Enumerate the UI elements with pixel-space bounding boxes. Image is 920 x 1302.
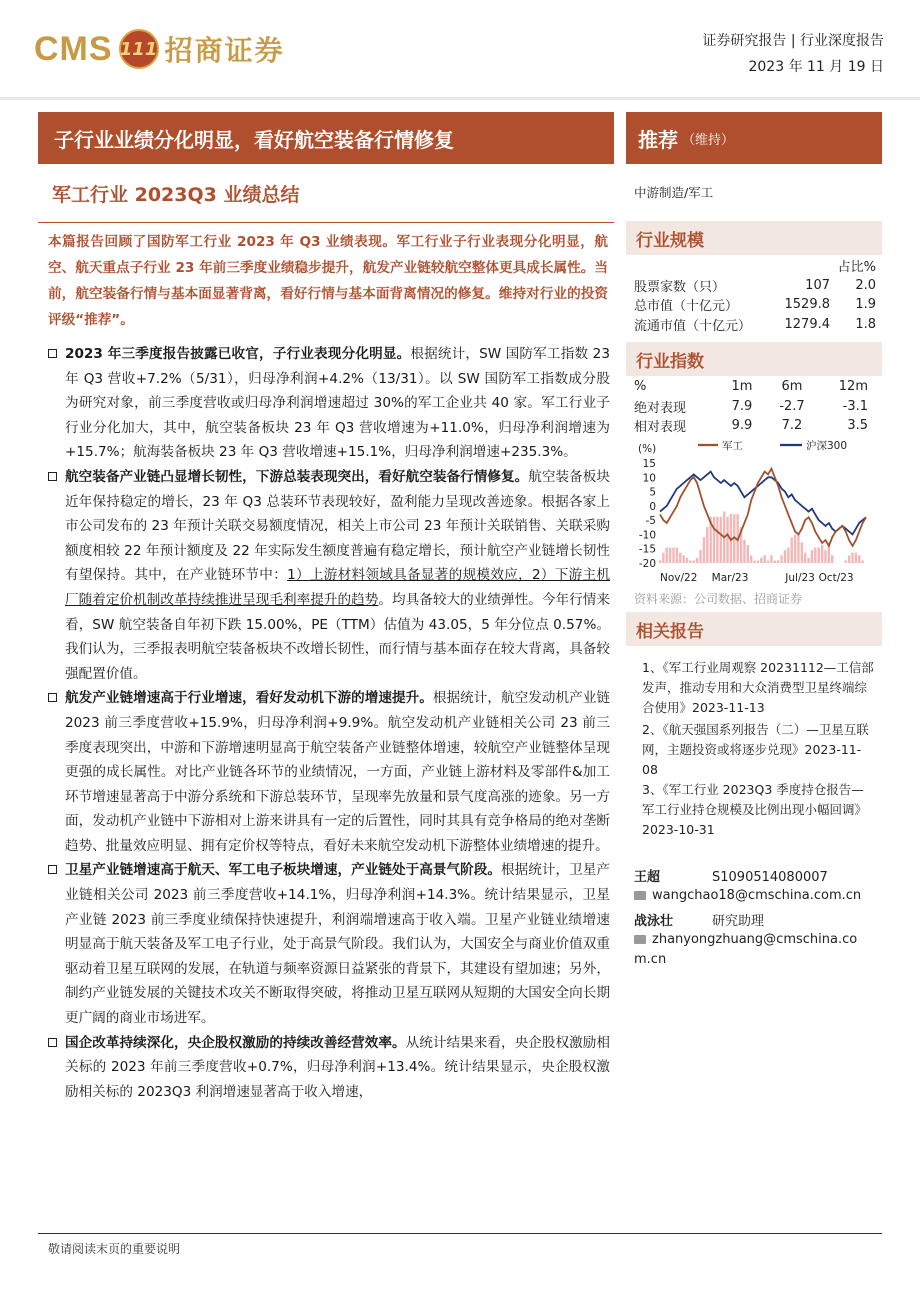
index-value: 7.2 (781, 418, 803, 434)
x-tick-label: Mar/23 (711, 572, 749, 584)
analyst-id: S1090514080007 (712, 870, 828, 885)
diff-bar (720, 517, 722, 563)
y-tick-label: -20 (638, 558, 656, 570)
footer-divider (38, 1233, 882, 1234)
analyst-email-row (634, 930, 857, 970)
diff-bar (787, 548, 789, 563)
index-header: 1m (731, 379, 753, 395)
scale-value: 1279.4 (784, 317, 830, 333)
mail-icon (634, 935, 646, 944)
diff-bar (699, 550, 701, 563)
index-value: -2.7 (779, 398, 805, 414)
index-label: 绝对表现 (634, 400, 687, 416)
mail-icon (634, 891, 646, 900)
diff-bar (757, 560, 759, 563)
chart-source: 资料来源：公司数据、招商证券 (634, 592, 803, 606)
legend-label: 军工 (722, 440, 743, 452)
diff-bar (794, 535, 796, 563)
related-title[interactable]: 《军工行业 2023Q3 季度持仓报告—军工行业持仓规模及比例出现小幅回调》 (642, 782, 868, 817)
point-text: 从统计结果来看，央企股权激励相关标的 2023 年前三季度营收+0.7%，归母净利润+13.4%。统计结果显示，央企股权激励相关标的 2023Q3 利润增速显著高于收入增速， (65, 1034, 611, 1100)
diff-bar (814, 548, 816, 563)
index-table (634, 377, 876, 436)
report-subtitle: 军工行业 2023Q3 业绩总结 (52, 184, 300, 206)
table-row (634, 315, 876, 335)
diff-bar (716, 517, 718, 563)
key-points (48, 342, 610, 1104)
index-header: 12m (838, 379, 868, 395)
diff-bar (706, 527, 708, 563)
analyst-row (634, 866, 828, 885)
legend-label: 沪深300 (806, 440, 848, 452)
header-divider (0, 97, 920, 100)
checkbox-bullet-icon (48, 1038, 57, 1047)
x-tick-label: Nov/22 (660, 572, 698, 584)
point-item (48, 342, 610, 465)
related-report-item (642, 780, 876, 840)
scale-label: 总市值（十亿元） (634, 299, 739, 315)
diff-bar (682, 555, 684, 563)
table-row (634, 256, 876, 276)
y-tick-label: 10 (642, 472, 656, 485)
checkbox-bullet-icon (48, 865, 57, 874)
index-value: 9.9 (731, 418, 753, 434)
related-report-item (642, 720, 876, 780)
diff-bar (669, 548, 671, 563)
diff-bar (848, 555, 850, 563)
diff-bar (713, 517, 715, 563)
diff-bar (689, 560, 691, 563)
company-logo (34, 26, 285, 72)
scale-label: 股票家数（只） (634, 279, 726, 295)
diff-bar (845, 560, 847, 563)
y-axis (639, 458, 656, 570)
sector-label: 中游制造/军工 (634, 185, 714, 200)
diff-bar (811, 550, 813, 563)
diff-bar (861, 560, 863, 563)
diff-bar (666, 548, 668, 563)
diff-bar (726, 517, 728, 563)
rating-label: 推荐 (638, 127, 678, 152)
diff-bar (821, 545, 823, 563)
analyst-email[interactable]: zhanyongzhuang@cmschina.co (652, 932, 858, 947)
scale-share: 1.9 (855, 297, 876, 313)
diff-bar (858, 555, 860, 563)
point-lead: 2023 年三季度报告披露已收官，子行业表现分化明显。 (65, 346, 411, 362)
diff-bar (693, 560, 695, 563)
y-tick-label: 15 (642, 458, 656, 470)
diff-bar (855, 553, 857, 563)
diff-bar (804, 553, 806, 563)
rating-banner (626, 112, 882, 164)
logo-emblem-icon: 111 (119, 29, 159, 69)
logo-latin: CMS (34, 29, 113, 68)
index-header: % (634, 379, 647, 395)
scale-value: 107 (805, 277, 830, 293)
y-tick-label: 5 (649, 486, 656, 499)
footer-note: 敬请阅读末页的重要说明 (48, 1242, 181, 1256)
table-row (634, 276, 876, 296)
diff-bar (818, 548, 820, 563)
diff-bar (801, 542, 803, 563)
analyst-email-row (634, 888, 861, 903)
report-date: 2023 年 11 月 19 日 (748, 59, 884, 75)
y-tick-label: -10 (638, 529, 656, 542)
point-item (48, 465, 610, 686)
analyst-row (634, 910, 764, 929)
table-row (634, 377, 876, 397)
rating-note: （维持） (682, 132, 735, 148)
chart-ylabel: (%) (638, 443, 657, 455)
y-tick-label: -5 (645, 515, 656, 528)
diff-bar (831, 555, 833, 563)
diff-bar (784, 550, 786, 563)
diff-bar (807, 558, 809, 563)
share-header: 占比% (837, 260, 876, 276)
line-series (660, 469, 866, 546)
point-item (48, 858, 610, 1030)
diff-bar (797, 535, 799, 563)
diff-bar (747, 545, 749, 563)
point-item (48, 1031, 610, 1105)
index-value: 7.9 (731, 398, 753, 414)
series-line-jungong (660, 469, 866, 546)
diff-bar (743, 540, 745, 563)
point-underlined-text: 1）上游材料领域具备显著的规模效应，2）下游主机厂随着定价机制改革持续推进呈现毛利率提升的趋势 (65, 567, 611, 608)
x-axis (660, 572, 854, 584)
point-text: 根据统计，卫星产业链相关公司 2023 前三季度营收+14.1%，归母净利润+14.3%。统计结果显示，卫星产业链 2023 前三季度业绩保持快速提升，利润端增速高于收入端。卫星产业链业绩增速明显高于航天装备及军工电子行业，处于高景气阶段。我们认为，大国安全与商业价值双重驱动着卫星互联网的发展，在轨道与频率资源日益紧张的背景下，其建设有望加速；另外，制约产业链发展的关键技术攻关不断取得突破，将推动卫星互联网从短期的大国安全向长期更广阔的商业市场进军。 (65, 862, 611, 1027)
subtitle-divider (38, 222, 614, 223)
point-text: 根据统计，航空发动机产业链 2023 前三季度营收+15.9%，归母净利润+9.9%。航空发动机产业链相关公司 23 前三季度表现突出，中游和下游增速明显高于航空装备产业链整体增速，较航空产业链整体呈现更强的成长属性。对比产业链各环节的业绩情况，一方面，产业链上游材料及零部件&加工环节增速显著高于中游分系统和下游总装环节，呈现率先放量和景气度高涨的迹象。另一方面，发动机产业链中下游相对上游来讲具有一定的后置性，同时其具有竞争格局的绝对垄断趋势、批量效应明显、拥有定价权等特点，看好未来航空发动机下游整体业绩增速的提升。 (65, 690, 611, 854)
x-tick-label: Oct/23 (818, 572, 854, 584)
diff-bar (760, 558, 762, 563)
index-value: -3.1 (842, 398, 868, 414)
diff-bar (770, 555, 772, 563)
related-report-item (642, 658, 876, 718)
related-date: 2023-11-13 (692, 700, 765, 715)
related-date: 2023-11-08 (642, 742, 862, 777)
point-item (48, 686, 610, 858)
diff-bar (676, 548, 678, 563)
checkbox-bullet-icon (48, 693, 57, 702)
diff-bar (824, 550, 826, 563)
analyst-email-cont[interactable]: m.cn (634, 952, 667, 967)
table-row (634, 295, 876, 315)
index-header: 6m (781, 379, 803, 395)
point-lead: 国企改革持续深化，央企股权激励的持续改善经营效率。 (65, 1034, 406, 1051)
analyst-name: 王超 (634, 870, 661, 885)
diff-bar (696, 558, 698, 563)
diff-bar (750, 555, 752, 563)
scale-share: 1.8 (855, 317, 876, 333)
y-tick-label: 0 (649, 500, 656, 513)
index-value: 3.5 (847, 418, 868, 434)
analyst-role: 研究助理 (712, 914, 765, 929)
diff-bar (774, 560, 776, 563)
point-text: 根据统计，SW 国防军工指数 23 年 Q3 营收+7.2%（5/31），归母净利润+4.2%（13/31）。以 SW 国防军工指数成分股为研究对象，前三季度营收或归母净利润增速超过 30%的军工企业共 40 家。军工行业子行业分化加大，其中，航空装备板块 23 年 Q3 营收增速为+11.0%，归母净利润增速为+15.7%；航海装备板块 23 年 Q3 营收增速+15.1%，归母净利润增速+235.3%。 (65, 346, 610, 461)
related-date: 2023-10-31 (642, 822, 715, 837)
diff-bar (659, 560, 661, 563)
checkbox-bullet-icon (48, 472, 57, 481)
scale-share: 2.0 (855, 277, 876, 293)
scale-label: 流通市值（十亿元） (634, 319, 752, 335)
analyst-name: 战泳壮 (634, 914, 674, 929)
diff-bar (703, 537, 705, 563)
point-lead: 卫星产业链增速高于航天、军工电子板块增速，产业链处于高景气阶段。 (65, 862, 502, 879)
table-row (634, 397, 876, 417)
related-title[interactable]: 《军工行业周观察 20231112—工信部发声，推动专用和大众消费型卫星终端综合使用》 (642, 660, 874, 715)
diff-bar (686, 558, 688, 563)
related-num: 3、 (642, 782, 663, 797)
diff-bar (851, 553, 853, 563)
point-lead: 航发产业链增速高于行业增速，看好发动机下游的增速提升。 (65, 690, 433, 707)
diff-bar (679, 553, 681, 563)
index-line-chart (630, 436, 878, 588)
related-section-title: 相关报告 (626, 612, 882, 646)
scale-section-title: 行业规模 (626, 221, 882, 255)
diff-bar (672, 548, 674, 563)
diff-bar (767, 560, 769, 563)
point-text: 。均具备较大的业绩弹性。今年行情来看，SW 航空装备自年初下跌 15.00%，PE（TTM）估值为 43.05，5 年分位点 0.57%。我们认为，三季报表明航空装备板块不改增长韧性，而行情与基本面存在较大背离，具备较强配置价值。 (65, 591, 611, 682)
diff-bar (780, 555, 782, 563)
scale-value: 1529.8 (784, 297, 830, 313)
report-title: 子行业业绩分化明显，看好航空装备行情修复 (38, 112, 614, 164)
report-type: 证券研究报告 | 行业深度报告 (702, 33, 884, 49)
diff-bar (753, 560, 755, 563)
page-header (0, 0, 920, 100)
index-label: 相对表现 (634, 420, 687, 436)
diff-bar (777, 560, 779, 563)
y-tick-label: -15 (638, 543, 656, 556)
logo-chinese: 招商证券 (164, 34, 285, 67)
checkbox-bullet-icon (48, 349, 57, 358)
related-title[interactable]: 《航天强国系列报告（二）—卫星互联网，主题投资或将逐步兑现》 (642, 722, 869, 757)
summary-paragraph: 本篇报告回顾了国防军工行业 2023 年 Q3 业绩表现。军工行业子行业表现分化明显，航空、航天重点子行业 23 年前三季度业绩稳步提升，航发产业链较航空整体更具成长属性。当前，航空装备行情与基本面显著背离，看好行情与基本面背离情况的修复。维持对行业的投资评级“推荐”。 (48, 234, 608, 328)
scale-table (634, 256, 876, 334)
point-lead: 航空装备产业链凸显增长韧性，下游总装表现突出，看好航空装备行情修复。 (65, 468, 529, 485)
index-section-title: 行业指数 (626, 342, 882, 376)
analyst-email[interactable]: wangchao18@cmschina.com.cn (652, 888, 862, 903)
related-num: 1、 (642, 660, 663, 675)
diff-bar (763, 555, 765, 563)
point-text: 航空装备板块近年保持稳定的增长，23 年 Q3 总装环节表现较好，盈利能力呈现改善迹象。根据各家上市公司发布的 23 年预计关联交易额度情况，相关上市公司 23 年预计关联销售、关联采购额度相较 22 年预计额度及 22 年实际发生额度普遍有稳定增长，预计航空产业链增长韧性有望保持。其中，在产业链环节中： (65, 468, 611, 584)
diff-bar (662, 553, 664, 563)
table-row (634, 416, 876, 436)
x-tick-label: Jul/23 (785, 572, 815, 584)
related-num: 2、 (642, 722, 663, 737)
diff-bar (791, 537, 793, 563)
